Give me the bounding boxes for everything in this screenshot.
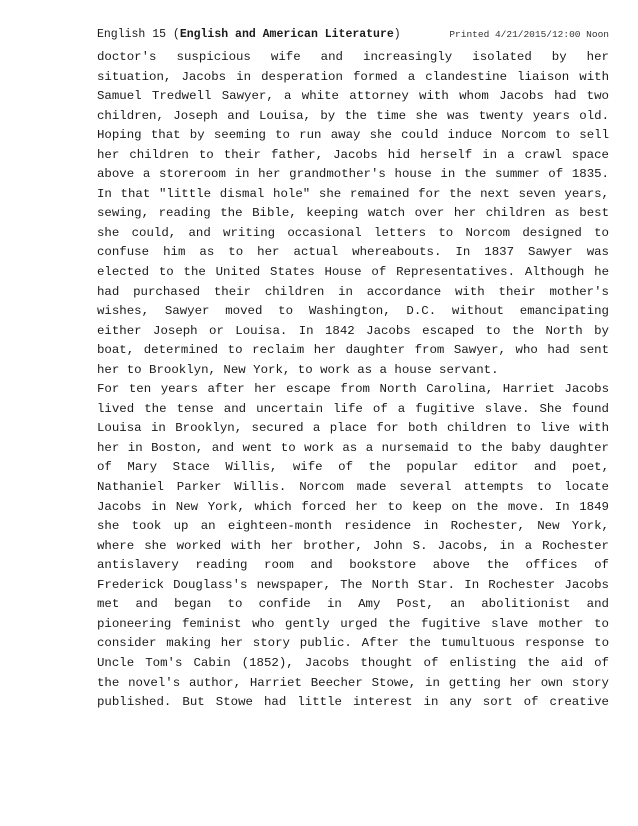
text-line: either Joseph or Louisa. In 1842 Jacobs escaped to the North by [97, 323, 609, 338]
text-line: she could, and writing occasional letters to Norcom designed to [97, 225, 609, 240]
course-title-bold: English and American Literature [179, 28, 394, 41]
course-title [97, 27, 401, 43]
text-line: boat, determined to reclaim her daughter from Sawyer, who had sent [97, 343, 609, 358]
text-line: she took up an eighteen-month residence in Rochester, New York, [97, 519, 609, 534]
text-line: her children to their father, Jacobs hid herself in a crawl space [97, 147, 609, 162]
text-line: of Mary Stace Willis, wife of the popular editor and poet, [97, 460, 609, 475]
text-line: met and began to confide in Amy Post, an abolitionist and [97, 597, 609, 612]
printed-timestamp: Printed 4/21/2015/12:00 Noon [449, 29, 609, 40]
text-line: Jacobs in New York, which forced her to keep on the move. In 1849 [97, 499, 609, 514]
text-line: For ten years after her escape from North Carolina, Harriet Jacobs [97, 382, 609, 397]
text-line: Hoping that by seeming to run away she could induce Norcom to sell [97, 128, 609, 143]
text-line: her to Brooklyn, New York, to work as a house servant. [97, 362, 499, 377]
text-line: her in Boston, and went to work as a nursemaid to the baby daughter [97, 440, 609, 455]
text-line: In that "little dismal hole" she remained for the next seven years, [97, 186, 609, 201]
text-line: elected to the United States House of Representatives. Although he [97, 265, 609, 280]
text-line: Frederick Douglass's newspaper, The North Star. In Rochester Jacobs [97, 577, 609, 592]
text-line: above a storeroom in her grandmother's house in the summer of 1835. [97, 167, 609, 182]
text-line: children, Joseph and Louisa, by the time she was twenty years old. [97, 108, 609, 123]
text-line: lived the tense and uncertain life of a fugitive slave. She found [97, 401, 609, 416]
text-line: antislavery reading room and bookstore above the offices of [97, 558, 609, 573]
text-line: the novel's author, Harriet Beecher Stowe, in getting her own story [97, 675, 609, 690]
text-line: Uncle Tom's Cabin (1852), Jacobs thought of enlisting the aid of [97, 655, 609, 670]
text-line: consider making her story public. After the tumultuous response to [97, 636, 609, 651]
text-line: situation, Jacobs in desperation formed a clandestine liaison with [97, 69, 609, 84]
text-line: sewing, reading the Bible, keeping watch over her children as best [97, 206, 609, 221]
text-line: had purchased their children in accordance with their mother's [97, 284, 609, 299]
course-title-suffix: ) [393, 28, 401, 41]
text-line: pioneering feminist who gently urged the fugitive slave mother to [97, 616, 609, 631]
text-line: Louisa in Brooklyn, secured a place for both children to live with [97, 421, 609, 436]
text-line: doctor's suspicious wife and increasingly isolated by her [97, 50, 609, 64]
body-text [97, 48, 609, 713]
course-title-prefix: English 15 ( [97, 28, 180, 41]
page-header [97, 27, 609, 43]
text-line: published. But Stowe had little interest in any sort of creative [97, 695, 609, 710]
text-line: Nathaniel Parker Willis. Norcom made several attempts to locate [97, 480, 609, 495]
text-line: Samuel Tredwell Sawyer, a white attorney with whom Jacobs had two [97, 89, 609, 104]
text-line: where she worked with her brother, John S. Jacobs, in a Rochester [97, 538, 609, 553]
text-line: wishes, Sawyer moved to Washington, D.C. without emancipating [97, 304, 609, 319]
text-line: confuse him as to her actual whereabouts. In 1837 Sawyer was [97, 245, 609, 260]
